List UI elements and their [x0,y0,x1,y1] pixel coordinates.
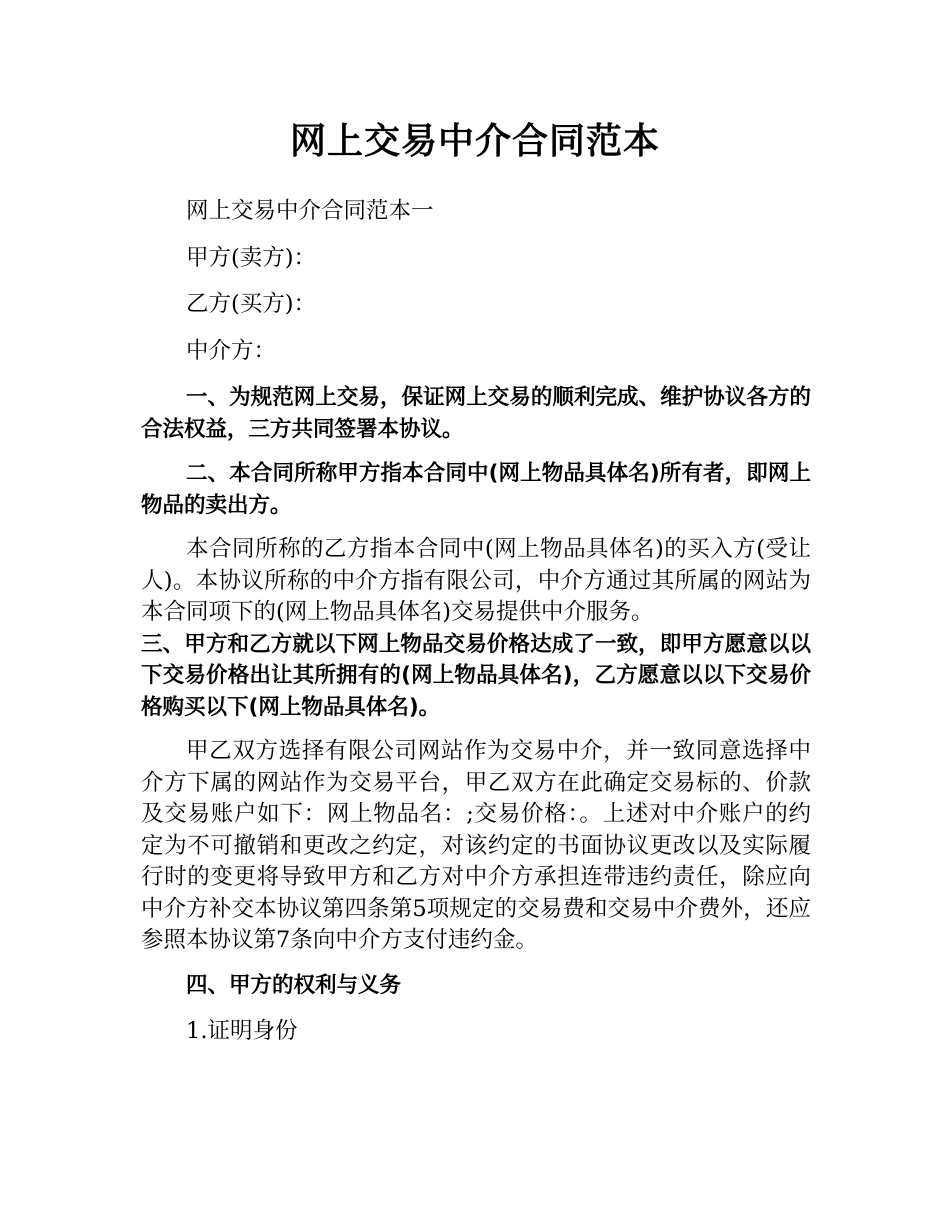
paragraph-intermediary: 中介方： [186,337,277,364]
clause-1: 一、为规范网上交易，保证网上交易的顺利完成、维护协议各方的合法权益，三方共同签署本协议。 [141,385,811,442]
document-title: 网上交易中介合同范本 [289,121,660,162]
paragraph-party-b: 乙方(买方)： [186,291,317,317]
clause-3: 三、甲方和乙方就以下网上物品交易价格达成了一致，即甲方愿意以以下交易价格出让其所拥有的(网上物品具体名)，乙方愿意以以下交易价格购买以下(网上物品具体名)。 [141,631,811,720]
document-body [141,196,811,1048]
clause-4-heading: 四、甲方的权利与义务 [186,972,402,998]
paragraph-transaction-terms: 甲乙双方选择有限公司网站作为交易中介，并一致同意选择中介方下属的网站作为交易平台，甲乙双方在此确定交易标的、价款及交易账户如下：网上物品名：;交易价格：。上述对中介账户的约定为不可撤销和更改之约定，对该约定的书面协议更改以及实际履行时的变更将导致甲方和乙方对中介方承担连带违约责任，除应向中介方补交本协议第四条第5项规定的交易费和交易中介费外，还应参照本协议第7条向中介方支付违约金。 [141,738,811,953]
paragraph-party-a: 甲方(卖方)： [186,244,317,271]
item-1-identity: 1.证明身份 [186,1018,298,1044]
paragraph-subtitle: 网上交易中介合同范本一 [186,198,434,224]
paragraph-party-b-definition: 本合同所称的乙方指本合同中(网上物品具体名)的买入方(受让人)。本协议所称的中介方指有限公司，中介方通过其所属的网站为本合同项下的(网上物品具体名)交易提供中介服务。 [141,536,811,625]
clause-2: 二、本合同所称甲方指本合同中(网上物品具体名)所有者，即网上物品的卖出方。 [141,461,811,518]
